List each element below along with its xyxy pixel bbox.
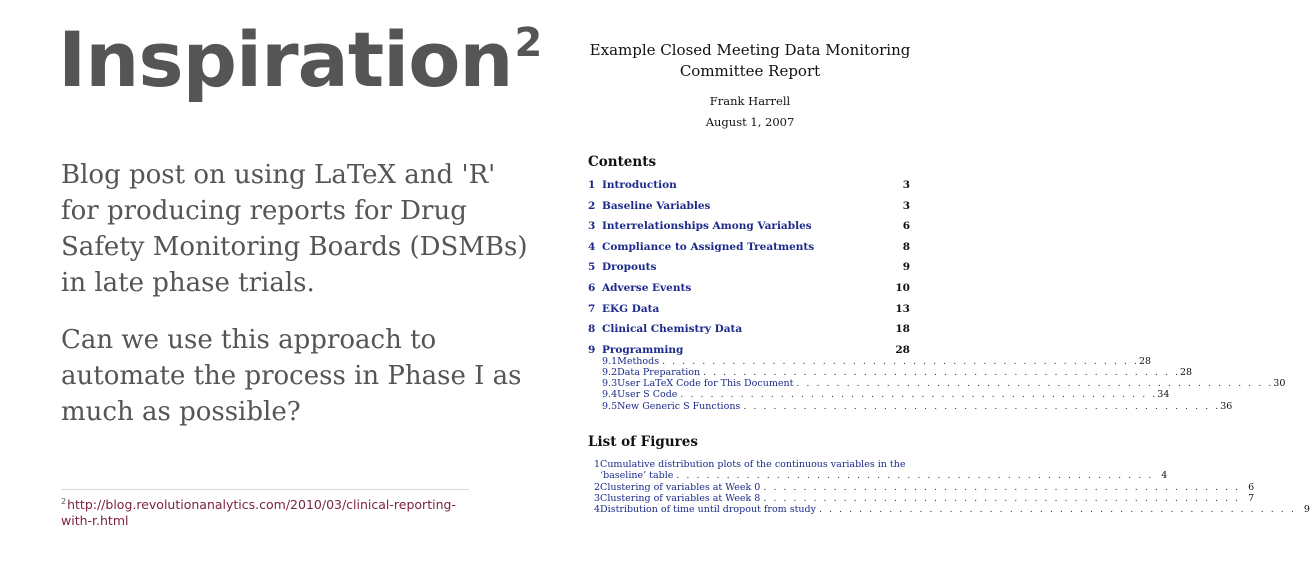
figure-entry-body <box>600 459 1167 482</box>
toc-subentry[interactable] <box>588 366 1193 378</box>
list-of-figures <box>588 458 1310 516</box>
toc-entry-number: 5 <box>588 261 596 274</box>
toc-entry-label[interactable]: Clinical Chemistry Data <box>602 323 743 336</box>
toc-subentry-label[interactable]: Methods <box>617 355 660 367</box>
figure-entry-caption[interactable]: Cumulative distribution plots of the continuous variables in the <box>600 458 906 470</box>
toc-subentry-page: 28 <box>1179 366 1193 378</box>
figure-entry-caption[interactable]: Distribution of time until dropout from study <box>600 504 816 516</box>
toc-entry[interactable] <box>588 323 910 344</box>
toc-entry-page: 9 <box>902 261 910 274</box>
figure-entry-caption[interactable]: Clustering of variables at Week 0 <box>600 481 761 493</box>
toc-subentry-number: 9.2 <box>602 366 618 378</box>
toc-entry[interactable] <box>588 303 910 324</box>
figure-entry-body <box>600 504 1310 515</box>
toc-subentry-label[interactable]: User LaTeX Code for This Document <box>617 378 794 390</box>
figure-entry[interactable] <box>588 481 1255 493</box>
contents-heading: Contents <box>588 154 657 170</box>
figure-entry-number: 3 <box>594 492 601 504</box>
toc-entry-label[interactable]: Dropouts <box>602 261 657 274</box>
toc-entry[interactable] <box>588 261 910 282</box>
dot-leader: . . . . . . . . . . . . . . . . . . . . . . . . . . . . . . . . . . . . . . . . . . . . . . . . <box>743 400 1221 412</box>
toc-subentry-number: 9.4 <box>602 389 618 401</box>
figure-entry-page: 6 <box>1248 481 1255 493</box>
report-title-line-2: Committee Report <box>679 62 821 80</box>
figure-entry-caption-cont[interactable]: ‘baseline’ table <box>600 470 674 482</box>
toc-subentry-label[interactable]: New Generic S Functions <box>617 400 741 412</box>
dot-leader: . . . . . . . . . . . . . . . . . . . . . . . . . . . . . . . . . . . . . . . . . . . . . . . . <box>703 366 1180 378</box>
title-superscript: 2 <box>514 20 542 66</box>
toc-entry-number: 6 <box>588 281 596 294</box>
toc-entry-page: 6 <box>902 220 910 233</box>
dot-leader: . . . . . . . . . . . . . . . . . . . . . . . . . . . . . . . . . . . . . . . . . . . . . . . . <box>763 492 1241 504</box>
toc-entry[interactable] <box>588 241 910 262</box>
toc-entry-label[interactable]: Programming <box>602 343 684 356</box>
figure-entry-line <box>600 459 1167 470</box>
toc-subentry-number: 9.1 <box>602 355 618 367</box>
figure-entry-page: 9 <box>1303 504 1310 516</box>
figure-entry[interactable] <box>588 458 1168 482</box>
dot-leader: . . . . . . . . . . . . . . . . . . . . . . . . . . . . . . . . . . . . . . . . . . . . . . . . <box>676 470 1154 482</box>
toc-subentry-page: 28 <box>1138 355 1152 367</box>
toc-subentry-label[interactable]: Data Preparation <box>617 366 701 378</box>
report-author: Frank Harrell <box>709 94 791 108</box>
toc-entry[interactable] <box>588 282 910 303</box>
report-title <box>580 40 920 82</box>
toc-entry-number: 2 <box>588 199 596 212</box>
dot-leader: . . . . . . . . . . . . . . . . . . . . . . . . . . . . . . . . . . . . . . . . . . . . . . . . <box>662 355 1139 367</box>
figure-entry-body <box>600 482 1254 493</box>
figure-entry-caption[interactable]: Clustering of variables at Week 8 <box>600 492 761 504</box>
toc-entry[interactable] <box>588 200 910 221</box>
toc-entry-page: 10 <box>895 281 910 294</box>
toc-entry-page: 3 <box>902 179 910 191</box>
figure-entry-line <box>600 504 1310 515</box>
toc-entry-page: 3 <box>902 199 910 212</box>
toc-entry-number: 7 <box>588 302 596 315</box>
dot-leader: . . . . . . . . . . . . . . . . . . . . . . . . . . . . . . . . . . . . . . . . . . . . . . . . <box>796 378 1274 390</box>
toc-entry-label[interactable]: EKG Data <box>602 302 660 315</box>
paragraph-blog-post: Blog post on using LaTeX and 'R' for producing reports for Drug Safety Monitoring Boards (DSMBs) in late phase trials. <box>61 160 528 298</box>
figures-heading: List of Figures <box>588 433 698 450</box>
figure-entry-line <box>600 493 1254 504</box>
footnote-link[interactable]: http://blog.revolutionanalytics.com/2010/03/clinical-reporting-with-r.html <box>61 497 456 529</box>
toc-subentry[interactable] <box>588 389 1170 401</box>
footnote-marker: 2 <box>61 497 67 506</box>
figure-entry[interactable] <box>588 504 1310 516</box>
figure-entry-page: 4 <box>1161 470 1168 482</box>
report-document <box>580 40 1310 516</box>
dot-leader: . . . . . . . . . . . . . . . . . . . . . . . . . . . . . . . . . . . . . . . . . . . . . . . . <box>763 481 1241 493</box>
toc-entry-label[interactable]: Interrelationships Among Variables <box>602 220 812 233</box>
toc-entry-page: 18 <box>895 323 910 336</box>
dot-leader: . . . . . . . . . . . . . . . . . . . . . . . . . . . . . . . . . . . . . . . . . . . . . . . . <box>680 389 1158 401</box>
toc-entry-label[interactable]: Introduction <box>602 179 677 191</box>
toc-entry[interactable] <box>588 344 910 356</box>
toc-entry[interactable] <box>588 179 910 200</box>
figure-entry-body <box>600 493 1254 504</box>
toc-subentry[interactable] <box>588 378 1286 390</box>
toc-entry-number: 9 <box>588 343 596 356</box>
toc-subentry[interactable] <box>588 400 1233 412</box>
toc-entry-label[interactable]: Compliance to Assigned Treatments <box>602 240 815 253</box>
table-of-contents <box>588 179 1286 412</box>
toc-entry-number: 3 <box>588 220 596 233</box>
report-title-line-1: Example Closed Meeting Data Monitoring <box>589 41 911 59</box>
toc-entry[interactable] <box>588 220 910 241</box>
toc-entry-page: 28 <box>895 343 910 356</box>
toc-subentry-number: 9.3 <box>602 378 618 390</box>
toc-subentry[interactable] <box>588 355 1152 367</box>
dot-leader: . . . . . . . . . . . . . . . . . . . . . . . . . . . . . . . . . . . . . . . . . . . . . . . . <box>818 504 1296 516</box>
toc-entry-number: 4 <box>588 240 596 253</box>
report-date: August 1, 2007 <box>705 115 795 129</box>
figure-entry-line <box>600 470 1167 481</box>
toc-entry-number: 8 <box>588 323 596 336</box>
toc-entry-page: 13 <box>895 302 910 315</box>
slide-title-text: Inspiration <box>58 15 513 104</box>
figure-entry-number: 1 <box>594 458 601 470</box>
toc-entry-label[interactable]: Baseline Variables <box>602 199 711 212</box>
figure-entry-line <box>600 482 1254 493</box>
figure-entry-number: 4 <box>594 504 601 516</box>
toc-subentry-page: 30 <box>1273 378 1286 390</box>
toc-subentry-page: 34 <box>1157 389 1170 401</box>
toc-subentry-label[interactable]: User S Code <box>617 389 678 401</box>
slide-title <box>58 15 542 104</box>
footnote-divider <box>61 489 469 490</box>
toc-entry-number: 1 <box>588 179 596 191</box>
toc-subentry-number: 9.5 <box>602 400 618 412</box>
figure-entry-page: 7 <box>1248 492 1255 504</box>
toc-entry-page: 8 <box>902 240 910 253</box>
paragraph-question: Can we use this approach to automate the process in Phase I as much as possible? <box>61 325 522 427</box>
toc-entry-label[interactable]: Adverse Events <box>602 281 692 294</box>
figure-entry-number: 2 <box>594 481 601 493</box>
toc-subentry-page: 36 <box>1220 400 1233 412</box>
footnote <box>61 494 456 529</box>
figure-entry[interactable] <box>588 492 1255 504</box>
